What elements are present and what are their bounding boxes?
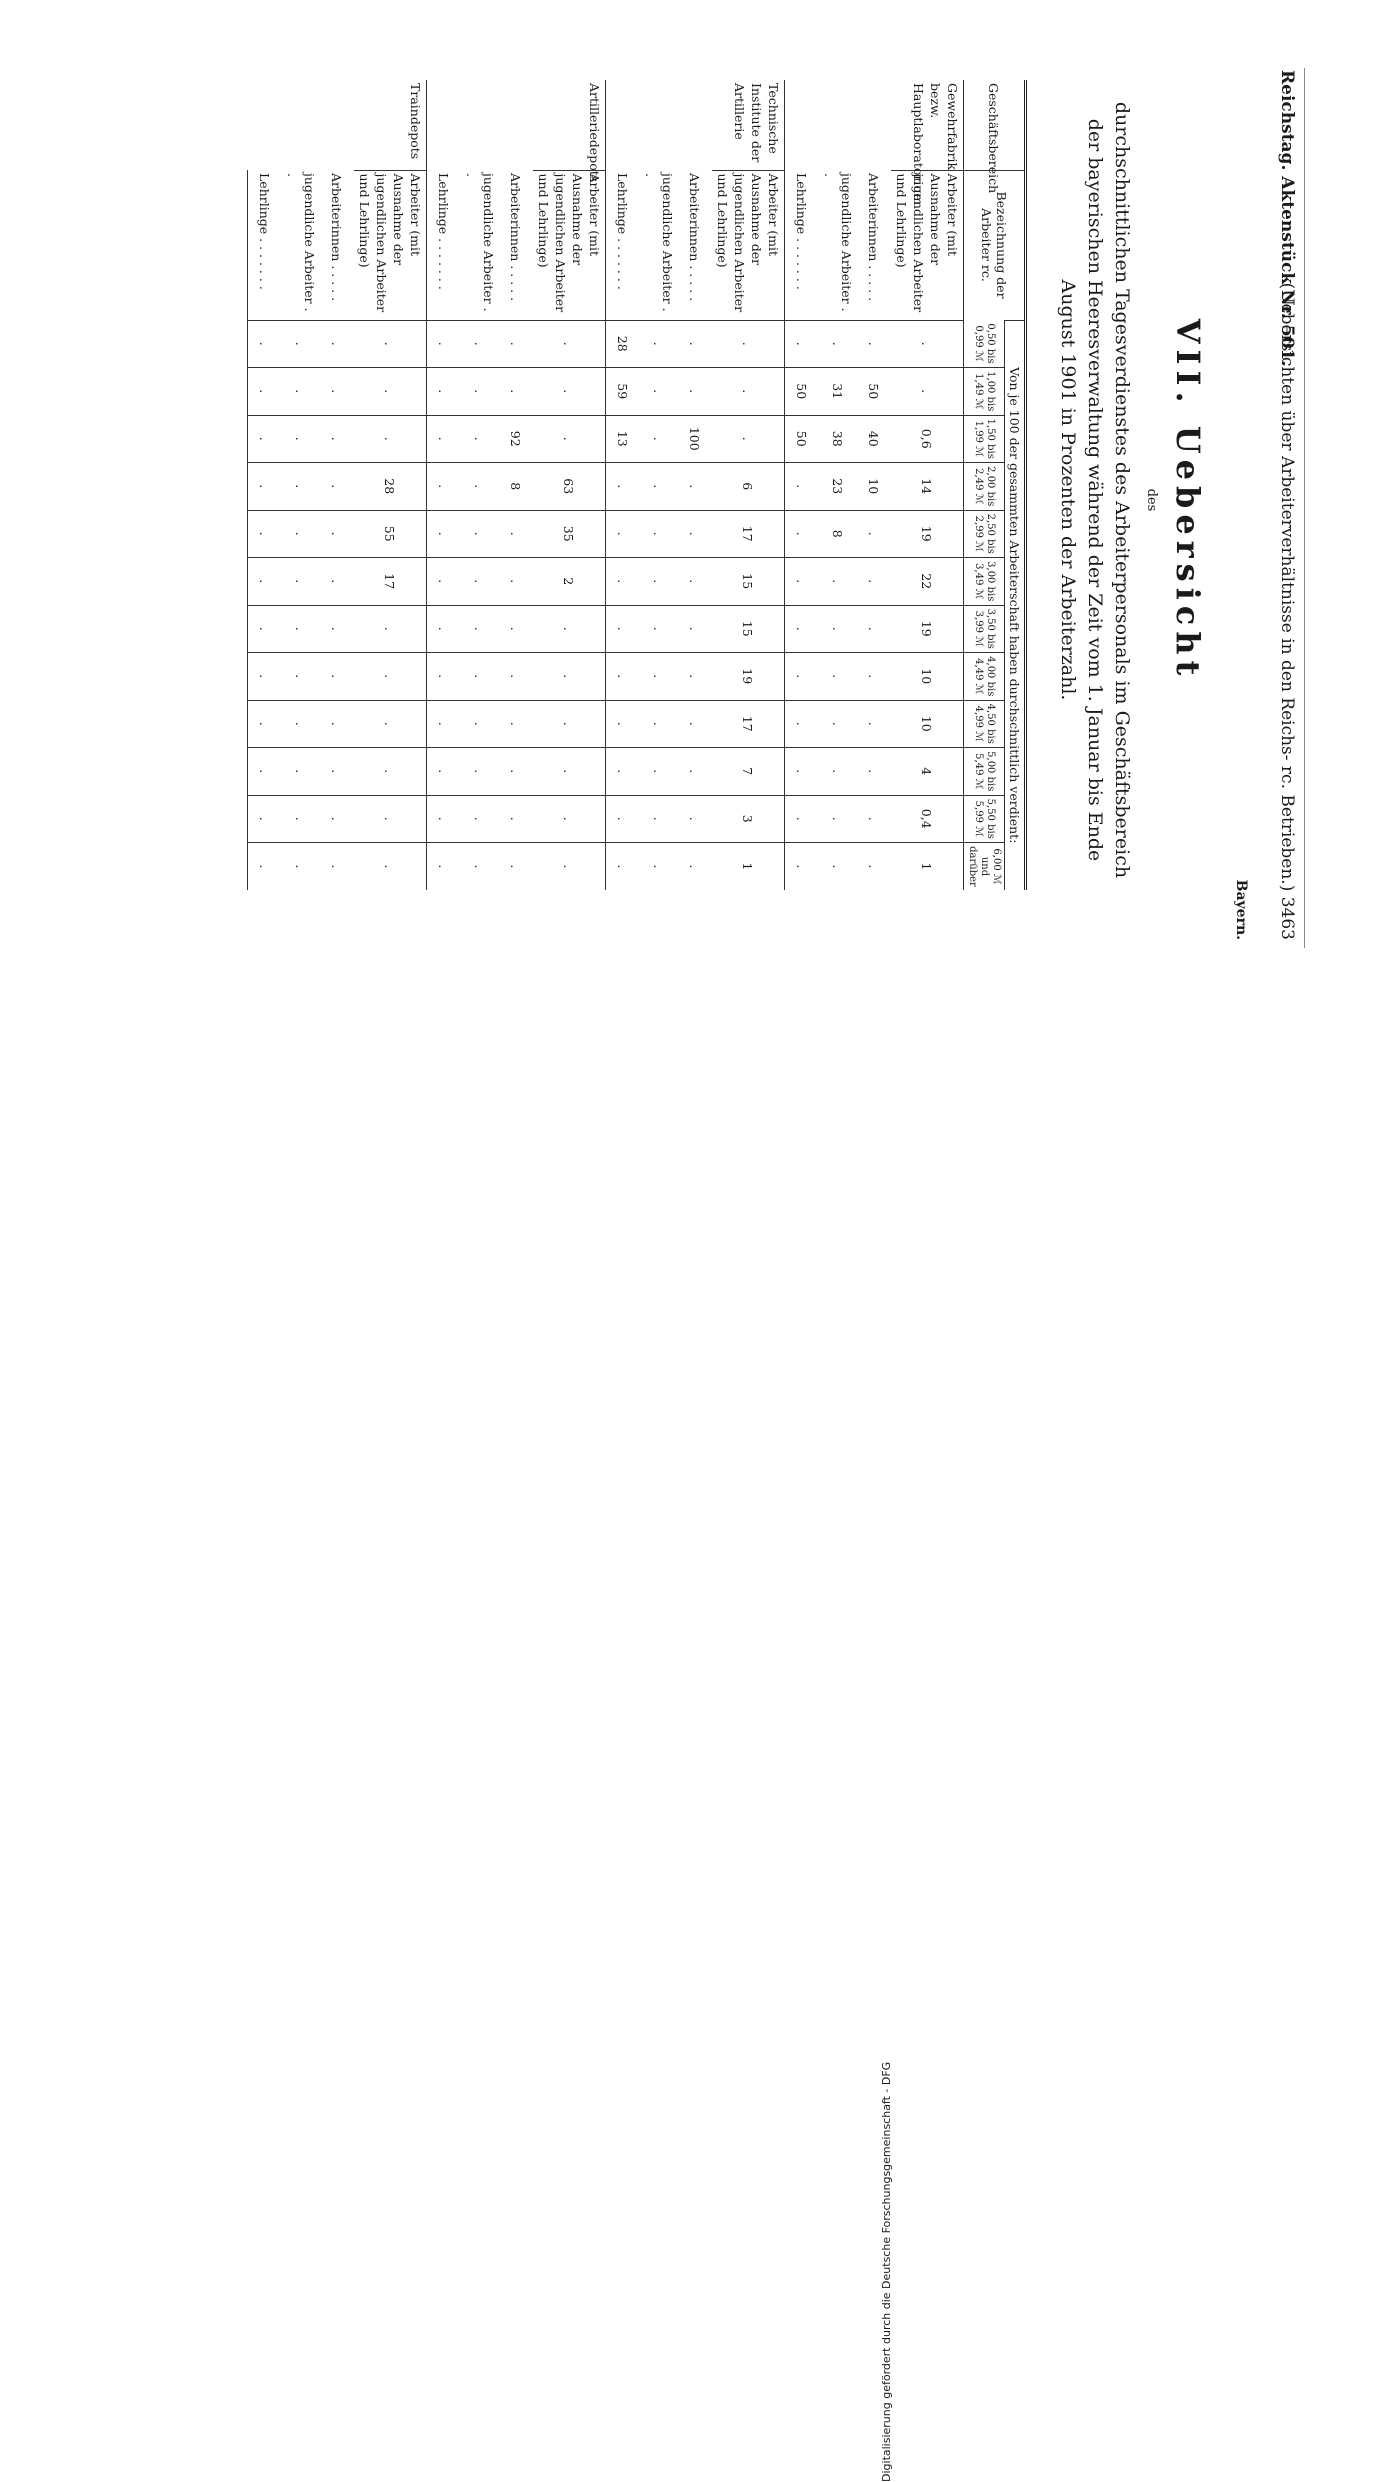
cell-value: .	[248, 653, 283, 701]
cell-value: .	[248, 795, 283, 843]
header-band: 4,00 bis 4,49 ℳ	[964, 653, 1005, 701]
cell-value: .	[320, 368, 354, 416]
cell-value: .	[499, 653, 533, 701]
cell-value: .	[282, 748, 320, 796]
cell-art: jugendliche Arbeiter . .	[285, 173, 317, 312]
cell-art: jugendliche Arbeiter . .	[643, 173, 675, 312]
cell-value: 63	[533, 463, 606, 511]
cell-value: .	[533, 748, 606, 796]
cell-value: 10	[891, 700, 964, 748]
table-row	[678, 80, 712, 890]
cell-value: .	[606, 558, 641, 606]
cell-value: 92	[499, 415, 533, 463]
cell-value: 8	[819, 510, 857, 558]
table-title: VII. Uebersicht	[1169, 318, 1207, 682]
cell-value: .	[678, 700, 712, 748]
header-band: 5,00 bis 5,49 ℳ	[964, 748, 1005, 796]
table-row	[606, 80, 641, 890]
cell-value: .	[606, 605, 641, 653]
cell-value: 13	[606, 415, 641, 463]
cell-value: .	[461, 558, 499, 606]
cell-value: .	[857, 700, 891, 748]
cell-value: 0,6	[891, 415, 964, 463]
header-band: 1,50 bis 1,99 ℳ	[964, 415, 1005, 463]
running-head-left: Reichstag. Aktenstück Nr. 501.	[1277, 70, 1297, 367]
cell-value: .	[248, 605, 283, 653]
cell-value: .	[354, 653, 427, 701]
cell-value: .	[533, 368, 606, 416]
cell-value: .	[678, 653, 712, 701]
cell-value: 4	[891, 748, 964, 796]
header-band: 1,00 bis 1,49 ℳ	[964, 368, 1005, 416]
cell-value: .	[640, 415, 678, 463]
cell-value: .	[282, 795, 320, 843]
cell-value: .	[248, 368, 283, 416]
cell-value: 19	[712, 653, 785, 701]
cell-value: .	[785, 463, 820, 511]
cell-value: 19	[891, 510, 964, 558]
cell-value: .	[427, 558, 462, 606]
cell-value: 1	[891, 843, 964, 891]
cell-value: .	[606, 748, 641, 796]
cell-value: 15	[712, 605, 785, 653]
cell-value: .	[461, 320, 499, 368]
cell-bereich: Gewehrfabrik bezw. Hauptlaboratorium	[785, 80, 964, 170]
header-band: 3,00 bis 3,49 ℳ	[964, 558, 1005, 606]
cell-value: .	[427, 748, 462, 796]
cell-value: .	[785, 510, 820, 558]
cell-value: .	[282, 415, 320, 463]
wage-table	[247, 80, 1027, 890]
cell-value: 50	[785, 415, 820, 463]
cell-value: 59	[606, 368, 641, 416]
cell-value: .	[282, 843, 320, 891]
table-row	[640, 80, 678, 890]
table-row	[819, 80, 857, 890]
cell-value: .	[427, 795, 462, 843]
table-row	[282, 80, 320, 890]
cell-art: jugendliche Arbeiter . .	[822, 173, 854, 312]
cell-value: .	[461, 653, 499, 701]
cell-value: .	[461, 605, 499, 653]
cell-art: Arbeiterinnen . . . . .	[866, 173, 882, 302]
cell-value: .	[640, 463, 678, 511]
cell-value: .	[427, 415, 462, 463]
cell-value: .	[712, 368, 785, 416]
cell-value: .	[819, 605, 857, 653]
cell-value: 50	[785, 368, 820, 416]
table-row	[857, 80, 891, 890]
table-row	[354, 80, 427, 890]
cell-value: 28	[606, 320, 641, 368]
cell-value: 22	[891, 558, 964, 606]
cell-value: .	[248, 748, 283, 796]
cell-value: .	[857, 558, 891, 606]
cell-value: 1	[712, 843, 785, 891]
cell-value: 6	[712, 463, 785, 511]
cell-value: .	[533, 653, 606, 701]
cell-value: .	[354, 700, 427, 748]
header-bereich: Geschäftsbereich	[964, 80, 1026, 170]
cell-value: .	[819, 558, 857, 606]
cell-value: .	[499, 700, 533, 748]
cell-value: 10	[891, 653, 964, 701]
header-band: 3,50 bis 3,99 ℳ	[964, 605, 1005, 653]
cell-value: .	[248, 463, 283, 511]
cell-value: .	[606, 510, 641, 558]
cell-value: .	[427, 653, 462, 701]
cell-value: .	[857, 795, 891, 843]
header-band: 2,50 bis 2,99 ℳ	[964, 510, 1005, 558]
cell-value: .	[678, 558, 712, 606]
running-head-rule	[1304, 68, 1305, 948]
header-group: Von je 100 der gesammten Arbeiterschaft haben durchschnittlich verdient:	[1005, 320, 1026, 890]
cell-value: .	[606, 843, 641, 891]
running-head-right: (Uebersichten über Arbeiterverhältnisse in den Reichs- rc. Betrieben.) 3463	[1277, 282, 1297, 940]
cell-value: .	[499, 748, 533, 796]
cell-art: Lehrlinge . . . . . . .	[248, 170, 283, 320]
cell-value: .	[282, 320, 320, 368]
cell-art: Arbeiterinnen . . . . .	[687, 173, 703, 302]
cell-value: .	[678, 748, 712, 796]
cell-value: .	[640, 605, 678, 653]
digitization-credit: Digitalisierung gefördert durch die Deutsche Forschungsgemeinschaft - DFG	[880, 2061, 893, 2482]
cell-value: .	[354, 605, 427, 653]
cell-value: .	[320, 700, 354, 748]
cell-value: 17	[712, 700, 785, 748]
cell-value: .	[857, 510, 891, 558]
cell-value: .	[640, 795, 678, 843]
cell-value: .	[819, 795, 857, 843]
cell-bereich: Artilleriedepots	[427, 80, 606, 170]
cell-value: 17	[354, 558, 427, 606]
cell-value: .	[499, 558, 533, 606]
cell-art: Arbeiterinnen . . . . .	[329, 173, 345, 302]
cell-value: .	[678, 605, 712, 653]
cell-value: 3	[712, 795, 785, 843]
cell-value: .	[606, 653, 641, 701]
table-subtitle: durchschnittlichen Tagesverdienstes des Arbeiterpersonals im Geschäftsbereich der bayerischen Heeresverwaltung während der Zeit vom 1. Januar bis Ende August 1901 in Prozenten der Arbeiterzahl.	[1057, 101, 1133, 879]
cell-value: .	[461, 510, 499, 558]
header-band: 4,50 bis 4,99 ℳ	[964, 700, 1005, 748]
table-body	[248, 80, 964, 890]
cell-value: .	[606, 795, 641, 843]
cell-value: .	[427, 320, 462, 368]
cell-value: .	[320, 605, 354, 653]
cell-value: .	[640, 700, 678, 748]
cell-value: .	[533, 700, 606, 748]
cell-value: .	[461, 463, 499, 511]
cell-art: Arbeiter (mit Ausnahme der jugendlichen Arbeiter und Lehrlinge)	[712, 170, 785, 320]
cell-value: .	[282, 653, 320, 701]
cell-value: .	[606, 463, 641, 511]
cell-value: .	[461, 843, 499, 891]
cell-value: .	[320, 653, 354, 701]
cell-value: 19	[891, 605, 964, 653]
cell-value: .	[461, 415, 499, 463]
cell-value: 55	[354, 510, 427, 558]
cell-value: .	[891, 320, 964, 368]
cell-value: .	[427, 605, 462, 653]
table-row	[499, 80, 533, 890]
cell-value: .	[819, 700, 857, 748]
table-row	[533, 80, 606, 890]
cell-value: .	[282, 463, 320, 511]
cell-art: Lehrlinge . . . . . . .	[436, 173, 452, 290]
cell-value: .	[785, 795, 820, 843]
cell-art: Lehrlinge . . . . . . .	[615, 173, 631, 290]
cell-value: .	[354, 368, 427, 416]
cell-value: .	[819, 320, 857, 368]
cell-value: 15	[712, 558, 785, 606]
cell-value: .	[282, 700, 320, 748]
cell-value: .	[499, 510, 533, 558]
cell-value: .	[857, 320, 891, 368]
cell-value: .	[533, 320, 606, 368]
cell-value: .	[320, 415, 354, 463]
cell-value: .	[785, 605, 820, 653]
cell-value: .	[678, 510, 712, 558]
cell-value: .	[461, 795, 499, 843]
cell-value: .	[640, 320, 678, 368]
cell-value: 31	[819, 368, 857, 416]
region-label: Bayern.	[1233, 879, 1249, 940]
cell-value: .	[712, 320, 785, 368]
cell-value: .	[640, 748, 678, 796]
header-art: Bezeichnung der Arbeiter rc.	[964, 170, 1026, 320]
cell-value: .	[857, 653, 891, 701]
cell-value: .	[533, 795, 606, 843]
cell-art: Arbeiterinnen . . . . .	[508, 173, 524, 302]
cell-value: .	[248, 510, 283, 558]
cell-value: .	[785, 843, 820, 891]
cell-value: .	[427, 510, 462, 558]
table-row	[891, 80, 964, 890]
cell-value: .	[785, 558, 820, 606]
cell-value: .	[640, 558, 678, 606]
cell-value: .	[678, 795, 712, 843]
cell-value: .	[354, 843, 427, 891]
cell-value: 35	[533, 510, 606, 558]
cell-value: .	[640, 510, 678, 558]
cell-value: 50	[857, 368, 891, 416]
cell-value: 8	[499, 463, 533, 511]
cell-value: .	[891, 368, 964, 416]
cell-value: .	[320, 558, 354, 606]
cell-value: .	[427, 463, 462, 511]
cell-value: 28	[354, 463, 427, 511]
cell-art: Arbeiter (mit Ausnahme der jugendlichen Arbeiter und Lehrlinge)	[354, 170, 427, 320]
cell-value: .	[320, 510, 354, 558]
cell-value: .	[606, 700, 641, 748]
cell-value: 40	[857, 415, 891, 463]
cell-value: .	[533, 843, 606, 891]
cell-art: Lehrlinge . . . . . . .	[794, 173, 810, 290]
table-row	[461, 80, 499, 890]
cell-bereich: Technische Institute der Artillerie	[606, 80, 785, 170]
cell-value: .	[461, 700, 499, 748]
cell-value: .	[857, 605, 891, 653]
cell-value: .	[320, 795, 354, 843]
cell-value: .	[712, 415, 785, 463]
cell-value: .	[354, 748, 427, 796]
cell-value: .	[499, 843, 533, 891]
cell-value: 17	[712, 510, 785, 558]
cell-art: Arbeiter (mit Ausnahme der jugendlichen Arbeiter und Lehrlinge)	[891, 170, 964, 320]
cell-value: .	[499, 368, 533, 416]
cell-value: .	[819, 653, 857, 701]
cell-value: .	[640, 653, 678, 701]
cell-value: 0,4	[891, 795, 964, 843]
cell-value: .	[248, 320, 283, 368]
cell-value: .	[354, 795, 427, 843]
cell-value: .	[819, 748, 857, 796]
table-row	[427, 80, 462, 890]
cell-value: 2	[533, 558, 606, 606]
cell-value: .	[785, 320, 820, 368]
cell-value: .	[282, 368, 320, 416]
cell-value: 7	[712, 748, 785, 796]
cell-value: .	[857, 843, 891, 891]
cell-value: .	[499, 795, 533, 843]
cell-value: .	[640, 368, 678, 416]
table-row	[712, 80, 785, 890]
cell-value: .	[678, 368, 712, 416]
cell-value: .	[427, 368, 462, 416]
cell-value: .	[785, 653, 820, 701]
cell-value: 38	[819, 415, 857, 463]
table-subtitle-connector: des	[1144, 488, 1159, 512]
cell-value: 100	[678, 415, 712, 463]
cell-value: .	[819, 843, 857, 891]
cell-value: .	[354, 415, 427, 463]
cell-value: .	[678, 463, 712, 511]
cell-value: .	[785, 748, 820, 796]
cell-value: .	[499, 605, 533, 653]
header-band: 6,00 ℳ und darüber	[964, 843, 1005, 891]
cell-value: .	[320, 748, 354, 796]
cell-value: 23	[819, 463, 857, 511]
header-band: 2,00 bis 2,49 ℳ	[964, 463, 1005, 511]
table-row	[248, 80, 283, 890]
cell-value: .	[248, 843, 283, 891]
cell-value: .	[282, 605, 320, 653]
cell-value: .	[320, 320, 354, 368]
cell-value: 10	[857, 463, 891, 511]
cell-value: .	[282, 510, 320, 558]
cell-value: .	[640, 843, 678, 891]
cell-value: .	[248, 700, 283, 748]
cell-value: .	[354, 320, 427, 368]
cell-bereich: Traindepots	[248, 80, 427, 170]
cell-value: .	[678, 320, 712, 368]
scanned-page	[0, 0, 1397, 1000]
cell-value: .	[533, 415, 606, 463]
header-band: 5,50 bis 5,99 ℳ	[964, 795, 1005, 843]
cell-value: .	[499, 320, 533, 368]
cell-value: .	[427, 843, 462, 891]
cell-value: 14	[891, 463, 964, 511]
cell-value: .	[785, 700, 820, 748]
cell-art: Arbeiter (mit Ausnahme der jugendlichen Arbeiter und Lehrlinge)	[533, 170, 606, 320]
cell-value: .	[461, 748, 499, 796]
cell-value: .	[248, 558, 283, 606]
header-band: 0,50 bis 0,99 ℳ	[964, 320, 1005, 368]
table-row	[785, 80, 820, 890]
cell-value: .	[320, 463, 354, 511]
running-head	[1269, 70, 1297, 940]
cell-value: .	[248, 415, 283, 463]
cell-value: .	[533, 605, 606, 653]
cell-art: jugendliche Arbeiter . .	[464, 173, 496, 312]
cell-value: .	[282, 558, 320, 606]
cell-value: .	[678, 843, 712, 891]
cell-value: .	[320, 843, 354, 891]
table-row	[320, 80, 354, 890]
cell-value: .	[427, 700, 462, 748]
cell-value: .	[461, 368, 499, 416]
cell-value: .	[857, 748, 891, 796]
